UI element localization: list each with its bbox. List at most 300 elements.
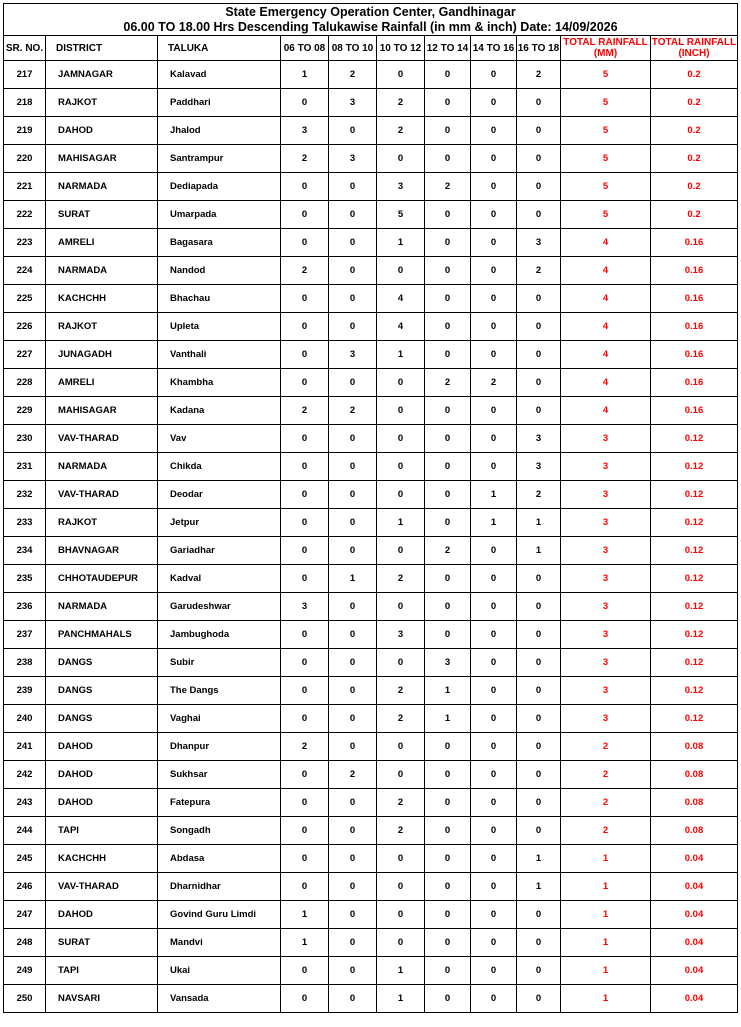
rain-06-08-cell: 0 (281, 341, 329, 369)
rain-12-14-cell: 3 (425, 649, 471, 677)
rain-12-14-cell: 0 (425, 901, 471, 929)
table-row (4, 341, 738, 369)
total-inch-cell: 0.2 (651, 89, 738, 117)
total-mm-cell: 5 (561, 89, 651, 117)
rain-12-14-cell: 0 (425, 509, 471, 537)
district-cell: DAHOD (46, 901, 158, 929)
table-row (4, 481, 738, 509)
total-mm-cell: 1 (561, 873, 651, 901)
rain-12-14-cell: 0 (425, 929, 471, 957)
rain-08-10-cell: 0 (329, 285, 377, 313)
rain-06-08-cell: 0 (281, 369, 329, 397)
rain-16-18-cell: 0 (517, 621, 561, 649)
rain-08-10-cell: 0 (329, 509, 377, 537)
total-inch-cell: 0.04 (651, 985, 738, 1013)
rain-06-08-cell: 0 (281, 313, 329, 341)
header-14-to-16: 14 TO 16 (471, 36, 517, 61)
rain-14-16-cell: 0 (471, 145, 517, 173)
rain-08-10-cell: 0 (329, 901, 377, 929)
rain-16-18-cell: 2 (517, 61, 561, 89)
rainfall-table (3, 3, 738, 1013)
sr-no-cell: 240 (4, 705, 46, 733)
rain-08-10-cell: 0 (329, 425, 377, 453)
rain-14-16-cell: 0 (471, 593, 517, 621)
taluka-cell: Fatepura (158, 789, 281, 817)
total-inch-cell: 0.04 (651, 901, 738, 929)
rain-06-08-cell: 1 (281, 901, 329, 929)
taluka-cell: Mandvi (158, 929, 281, 957)
total-inch-cell: 0.16 (651, 313, 738, 341)
rain-06-08-cell: 0 (281, 481, 329, 509)
rain-12-14-cell: 2 (425, 173, 471, 201)
rain-16-18-cell: 0 (517, 649, 561, 677)
rain-16-18-cell: 0 (517, 761, 561, 789)
rain-10-12-cell: 2 (377, 565, 425, 593)
district-cell: DAHOD (46, 117, 158, 145)
rain-14-16-cell: 2 (471, 369, 517, 397)
rain-16-18-cell: 1 (517, 873, 561, 901)
table-row (4, 313, 738, 341)
rain-14-16-cell: 0 (471, 201, 517, 229)
district-cell: SURAT (46, 201, 158, 229)
rain-16-18-cell: 0 (517, 89, 561, 117)
rain-12-14-cell: 0 (425, 257, 471, 285)
total-inch-cell: 0.08 (651, 733, 738, 761)
rain-08-10-cell: 3 (329, 341, 377, 369)
sr-no-cell: 243 (4, 789, 46, 817)
total-mm-cell: 3 (561, 705, 651, 733)
sr-no-cell: 241 (4, 733, 46, 761)
district-cell: KACHCHH (46, 845, 158, 873)
taluka-cell: Abdasa (158, 845, 281, 873)
rain-14-16-cell: 0 (471, 957, 517, 985)
rain-06-08-cell: 1 (281, 61, 329, 89)
total-mm-cell: 4 (561, 397, 651, 425)
rain-06-08-cell: 0 (281, 229, 329, 257)
total-inch-cell: 0.12 (651, 677, 738, 705)
table-row (4, 537, 738, 565)
rain-12-14-cell: 0 (425, 957, 471, 985)
sr-no-cell: 239 (4, 677, 46, 705)
rain-14-16-cell: 0 (471, 929, 517, 957)
sr-no-cell: 224 (4, 257, 46, 285)
table-row (4, 257, 738, 285)
district-cell: NARMADA (46, 453, 158, 481)
rain-06-08-cell: 3 (281, 593, 329, 621)
rain-16-18-cell: 0 (517, 285, 561, 313)
header-08-to-10: 08 TO 10 (329, 36, 377, 61)
table-row (4, 929, 738, 957)
rain-10-12-cell: 0 (377, 649, 425, 677)
rain-06-08-cell: 0 (281, 985, 329, 1013)
taluka-cell: Umarpada (158, 201, 281, 229)
district-cell: CHHOTAUDEPUR (46, 565, 158, 593)
total-inch-cell: 0.12 (651, 453, 738, 481)
rain-16-18-cell: 0 (517, 397, 561, 425)
rain-08-10-cell: 0 (329, 705, 377, 733)
rain-14-16-cell: 1 (471, 481, 517, 509)
rain-06-08-cell: 0 (281, 957, 329, 985)
table-row (4, 117, 738, 145)
taluka-cell: Songadh (158, 817, 281, 845)
sr-no-cell: 226 (4, 313, 46, 341)
total-mm-cell: 2 (561, 817, 651, 845)
rain-16-18-cell: 0 (517, 565, 561, 593)
sr-no-cell: 250 (4, 985, 46, 1013)
rain-06-08-cell: 0 (281, 649, 329, 677)
district-cell: VAV-THARAD (46, 425, 158, 453)
district-cell: NAVSARI (46, 985, 158, 1013)
rain-10-12-cell: 5 (377, 201, 425, 229)
rain-16-18-cell: 3 (517, 425, 561, 453)
rain-14-16-cell: 0 (471, 761, 517, 789)
rain-14-16-cell: 0 (471, 537, 517, 565)
rain-08-10-cell: 2 (329, 761, 377, 789)
rain-08-10-cell: 0 (329, 649, 377, 677)
total-inch-cell: 0.08 (651, 789, 738, 817)
rain-12-14-cell: 0 (425, 593, 471, 621)
rain-14-16-cell: 0 (471, 901, 517, 929)
sr-no-cell: 246 (4, 873, 46, 901)
sr-no-cell: 247 (4, 901, 46, 929)
sr-no-cell: 218 (4, 89, 46, 117)
total-mm-cell: 4 (561, 313, 651, 341)
rain-12-14-cell: 0 (425, 341, 471, 369)
rain-10-12-cell: 2 (377, 89, 425, 117)
rain-06-08-cell: 2 (281, 733, 329, 761)
district-cell: RAJKOT (46, 89, 158, 117)
rain-16-18-cell: 0 (517, 341, 561, 369)
sr-no-cell: 248 (4, 929, 46, 957)
total-inch-cell: 0.04 (651, 957, 738, 985)
rain-08-10-cell: 0 (329, 873, 377, 901)
rain-14-16-cell: 0 (471, 89, 517, 117)
sr-no-cell: 222 (4, 201, 46, 229)
table-row (4, 173, 738, 201)
rain-16-18-cell: 0 (517, 817, 561, 845)
total-inch-cell: 0.08 (651, 817, 738, 845)
taluka-cell: Garudeshwar (158, 593, 281, 621)
taluka-cell: Dhanpur (158, 733, 281, 761)
rain-12-14-cell: 0 (425, 425, 471, 453)
rain-14-16-cell: 0 (471, 817, 517, 845)
rain-14-16-cell: 0 (471, 257, 517, 285)
rain-16-18-cell: 0 (517, 593, 561, 621)
rain-16-18-cell: 3 (517, 453, 561, 481)
sr-no-cell: 233 (4, 509, 46, 537)
total-mm-cell: 4 (561, 341, 651, 369)
rain-08-10-cell: 0 (329, 593, 377, 621)
rain-08-10-cell: 0 (329, 845, 377, 873)
rain-06-08-cell: 2 (281, 257, 329, 285)
sr-no-cell: 227 (4, 341, 46, 369)
total-mm-cell: 2 (561, 761, 651, 789)
rain-12-14-cell: 0 (425, 985, 471, 1013)
sr-no-cell: 231 (4, 453, 46, 481)
rain-10-12-cell: 0 (377, 537, 425, 565)
total-mm-cell: 1 (561, 957, 651, 985)
rain-14-16-cell: 0 (471, 341, 517, 369)
rain-14-16-cell: 0 (471, 677, 517, 705)
rain-10-12-cell: 0 (377, 733, 425, 761)
taluka-cell: Gariadhar (158, 537, 281, 565)
rain-06-08-cell: 0 (281, 453, 329, 481)
district-cell: JUNAGADH (46, 341, 158, 369)
total-inch-cell: 0.12 (651, 565, 738, 593)
rain-16-18-cell: 0 (517, 201, 561, 229)
sr-no-cell: 249 (4, 957, 46, 985)
total-mm-cell: 5 (561, 117, 651, 145)
total-mm-cell: 2 (561, 789, 651, 817)
table-row (4, 817, 738, 845)
district-cell: AMRELI (46, 229, 158, 257)
rain-10-12-cell: 0 (377, 873, 425, 901)
table-row (4, 761, 738, 789)
total-inch-cell: 0.2 (651, 117, 738, 145)
total-inch-cell: 0.12 (651, 649, 738, 677)
rain-10-12-cell: 0 (377, 845, 425, 873)
district-cell: VAV-THARAD (46, 481, 158, 509)
sr-no-cell: 242 (4, 761, 46, 789)
rain-08-10-cell: 3 (329, 89, 377, 117)
district-cell: DANGS (46, 677, 158, 705)
rain-12-14-cell: 0 (425, 761, 471, 789)
rain-10-12-cell: 0 (377, 929, 425, 957)
rain-06-08-cell: 0 (281, 705, 329, 733)
total-inch-cell: 0.04 (651, 873, 738, 901)
total-inch-cell: 0.16 (651, 257, 738, 285)
rain-06-08-cell: 0 (281, 565, 329, 593)
rain-06-08-cell: 2 (281, 397, 329, 425)
table-row (4, 425, 738, 453)
rain-12-14-cell: 2 (425, 537, 471, 565)
taluka-cell: Jambughoda (158, 621, 281, 649)
rain-16-18-cell: 2 (517, 257, 561, 285)
rain-10-12-cell: 0 (377, 593, 425, 621)
sr-no-cell: 232 (4, 481, 46, 509)
total-inch-cell: 0.08 (651, 761, 738, 789)
taluka-cell: Jhalod (158, 117, 281, 145)
total-mm-cell: 3 (561, 565, 651, 593)
district-cell: MAHISAGAR (46, 397, 158, 425)
report-subtitle: 06.00 TO 18.00 Hrs Descending Talukawise Rainfall (in mm & inch) Date: 14/09/2026 (123, 19, 618, 34)
header-06-to-08: 06 TO 08 (281, 36, 329, 61)
table-row (4, 369, 738, 397)
total-inch-cell: 0.2 (651, 145, 738, 173)
total-inch-cell: 0.16 (651, 369, 738, 397)
column-header-row (4, 36, 738, 61)
rain-08-10-cell: 0 (329, 733, 377, 761)
header-total-rainfall-mm: TOTAL RAINFALL (MM) (561, 36, 651, 61)
rain-10-12-cell: 2 (377, 117, 425, 145)
rain-10-12-cell: 0 (377, 257, 425, 285)
rain-14-16-cell: 0 (471, 845, 517, 873)
district-cell: TAPI (46, 957, 158, 985)
rain-14-16-cell: 0 (471, 397, 517, 425)
rain-14-16-cell: 0 (471, 985, 517, 1013)
taluka-cell: Deodar (158, 481, 281, 509)
sr-no-cell: 238 (4, 649, 46, 677)
rain-12-14-cell: 0 (425, 313, 471, 341)
header-total-rainfall-inch: TOTAL RAINFALL (INCH) (651, 37, 737, 59)
rain-16-18-cell: 2 (517, 481, 561, 509)
district-cell: TAPI (46, 817, 158, 845)
total-inch-cell: 0.16 (651, 341, 738, 369)
sr-no-cell: 219 (4, 117, 46, 145)
rain-12-14-cell: 0 (425, 89, 471, 117)
rain-12-14-cell: 0 (425, 817, 471, 845)
rain-08-10-cell: 0 (329, 313, 377, 341)
district-cell: PANCHMAHALS (46, 621, 158, 649)
total-mm-cell: 5 (561, 145, 651, 173)
rain-08-10-cell: 0 (329, 201, 377, 229)
header-12-to-14: 12 TO 14 (425, 36, 471, 61)
rain-14-16-cell: 0 (471, 285, 517, 313)
rain-10-12-cell: 0 (377, 397, 425, 425)
rain-12-14-cell: 2 (425, 369, 471, 397)
total-inch-cell: 0.16 (651, 285, 738, 313)
rain-12-14-cell: 0 (425, 145, 471, 173)
table-row (4, 789, 738, 817)
rain-12-14-cell: 0 (425, 285, 471, 313)
rain-08-10-cell: 0 (329, 985, 377, 1013)
total-mm-cell: 1 (561, 929, 651, 957)
district-cell: RAJKOT (46, 509, 158, 537)
rain-08-10-cell: 2 (329, 61, 377, 89)
rain-16-18-cell: 1 (517, 845, 561, 873)
rain-12-14-cell: 0 (425, 789, 471, 817)
district-cell: SURAT (46, 929, 158, 957)
taluka-cell: Vav (158, 425, 281, 453)
total-inch-cell: 0.12 (651, 509, 738, 537)
taluka-cell: Nandod (158, 257, 281, 285)
table-row (4, 229, 738, 257)
taluka-cell: Vansada (158, 985, 281, 1013)
rain-06-08-cell: 2 (281, 145, 329, 173)
rain-10-12-cell: 1 (377, 341, 425, 369)
total-inch-cell: 0.04 (651, 929, 738, 957)
rain-16-18-cell: 0 (517, 929, 561, 957)
report-title-block (4, 4, 738, 36)
rain-08-10-cell: 0 (329, 789, 377, 817)
rain-16-18-cell: 0 (517, 901, 561, 929)
total-inch-cell: 0.16 (651, 229, 738, 257)
sr-no-cell: 237 (4, 621, 46, 649)
rain-16-18-cell: 0 (517, 145, 561, 173)
taluka-cell: Paddhari (158, 89, 281, 117)
total-mm-cell: 3 (561, 649, 651, 677)
rain-12-14-cell: 0 (425, 845, 471, 873)
header-taluka: TALUKA (158, 36, 281, 61)
total-mm-cell: 5 (561, 61, 651, 89)
report-title: State Emergency Operation Center, Gandhinagar (225, 4, 516, 19)
rain-06-08-cell: 0 (281, 425, 329, 453)
rain-16-18-cell: 0 (517, 313, 561, 341)
table-row (4, 677, 738, 705)
total-inch-cell: 0.04 (651, 845, 738, 873)
rain-16-18-cell: 0 (517, 369, 561, 397)
rain-12-14-cell: 0 (425, 229, 471, 257)
table-row (4, 957, 738, 985)
taluka-cell: Kalavad (158, 61, 281, 89)
total-mm-cell: 5 (561, 201, 651, 229)
rain-10-12-cell: 0 (377, 481, 425, 509)
sr-no-cell: 244 (4, 817, 46, 845)
rain-08-10-cell: 0 (329, 117, 377, 145)
total-inch-cell: 0.12 (651, 705, 738, 733)
rain-08-10-cell: 0 (329, 173, 377, 201)
rain-10-12-cell: 0 (377, 761, 425, 789)
rain-06-08-cell: 1 (281, 929, 329, 957)
district-cell: NARMADA (46, 257, 158, 285)
total-mm-cell: 3 (561, 621, 651, 649)
rain-10-12-cell: 0 (377, 453, 425, 481)
district-cell: VAV-THARAD (46, 873, 158, 901)
rain-10-12-cell: 4 (377, 313, 425, 341)
rain-10-12-cell: 3 (377, 621, 425, 649)
rain-10-12-cell: 0 (377, 425, 425, 453)
rain-08-10-cell: 0 (329, 817, 377, 845)
district-cell: DANGS (46, 705, 158, 733)
rain-14-16-cell: 1 (471, 509, 517, 537)
rain-14-16-cell: 0 (471, 873, 517, 901)
table-row (4, 593, 738, 621)
header-sr-no: SR. NO. (4, 36, 46, 61)
rain-08-10-cell: 0 (329, 369, 377, 397)
table-row (4, 621, 738, 649)
total-mm-cell: 3 (561, 509, 651, 537)
district-cell: KACHCHH (46, 285, 158, 313)
taluka-cell: Dediapada (158, 173, 281, 201)
taluka-cell: Govind Guru Limdi (158, 901, 281, 929)
sr-no-cell: 234 (4, 537, 46, 565)
table-row (4, 285, 738, 313)
taluka-cell: The Dangs (158, 677, 281, 705)
sr-no-cell: 245 (4, 845, 46, 873)
rain-12-14-cell: 0 (425, 733, 471, 761)
table-row (4, 61, 738, 89)
rain-14-16-cell: 0 (471, 705, 517, 733)
sr-no-cell: 235 (4, 565, 46, 593)
district-cell: DAHOD (46, 733, 158, 761)
rain-16-18-cell: 0 (517, 117, 561, 145)
table-row (4, 901, 738, 929)
taluka-cell: Upleta (158, 313, 281, 341)
district-cell: NARMADA (46, 593, 158, 621)
rain-12-14-cell: 0 (425, 565, 471, 593)
total-inch-cell: 0.12 (651, 621, 738, 649)
rain-08-10-cell: 0 (329, 453, 377, 481)
taluka-cell: Bagasara (158, 229, 281, 257)
rain-10-12-cell: 1 (377, 509, 425, 537)
rain-14-16-cell: 0 (471, 117, 517, 145)
rain-08-10-cell: 0 (329, 957, 377, 985)
rain-16-18-cell: 0 (517, 957, 561, 985)
district-cell: AMRELI (46, 369, 158, 397)
district-cell: NARMADA (46, 173, 158, 201)
rain-10-12-cell: 1 (377, 229, 425, 257)
taluka-cell: Kadana (158, 397, 281, 425)
district-cell: BHAVNAGAR (46, 537, 158, 565)
total-mm-cell: 1 (561, 901, 651, 929)
rain-12-14-cell: 0 (425, 481, 471, 509)
rain-06-08-cell: 0 (281, 817, 329, 845)
total-inch-cell: 0.2 (651, 173, 738, 201)
taluka-cell: Sukhsar (158, 761, 281, 789)
rain-10-12-cell: 1 (377, 957, 425, 985)
taluka-cell: Jetpur (158, 509, 281, 537)
rain-08-10-cell: 0 (329, 929, 377, 957)
